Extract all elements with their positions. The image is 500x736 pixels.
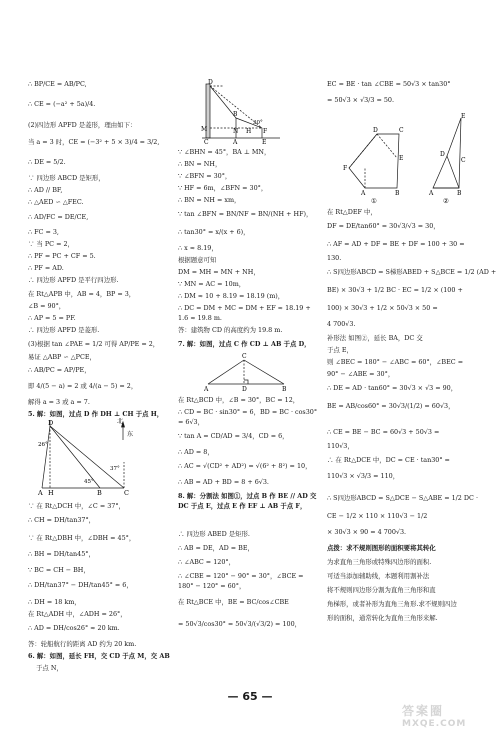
text-line: 130.: [327, 254, 342, 262]
label-C: C: [124, 489, 129, 496]
watermark-text: 答案圈: [402, 704, 445, 718]
problem-7-heading: 7. 解：如图，过点 C 作 CD ⊥ AB 于点 D，: [178, 340, 311, 348]
text-line: 在 Rt△ADH 中，∠ADH = 26°，: [28, 610, 127, 618]
text-line: ∴ AB = AD + BD = 8 + 6√3.: [178, 478, 269, 486]
label-east: 东: [127, 431, 134, 438]
label-H: H: [48, 489, 54, 496]
text-line: ∴ S四边形ABCD = S△DCE − S△ABE = 1/2 DC ·: [327, 494, 478, 502]
text-line: 角梯形，或者补形为直角三角形.求不规则四边: [327, 600, 457, 608]
text-line: 110√3，: [327, 442, 354, 450]
label-C: C: [399, 127, 404, 134]
text-line: ∴ 在 Rt△DCE 中，DC = CE · tan30° =: [327, 456, 450, 464]
text-line: 在 Rt△APB 中，AB = 4，BP = 3，: [28, 290, 136, 298]
text-line: DM = MH = MN + NH，: [178, 268, 260, 276]
figure-8-2: [433, 118, 461, 188]
text-line: ∴ 四边形 ABED 是矩形.: [178, 530, 250, 538]
text-line: 补形法 如图②，延长 BA，DC 交: [327, 334, 423, 342]
text-line: ∵ ∠BFN = 30°，: [178, 172, 232, 180]
text-line: ∴ BH = DH/tan45°，: [28, 550, 95, 558]
label-A: A: [204, 386, 209, 392]
text-line: 110√3 × √3/3 = 110，: [327, 472, 400, 480]
text-line: ∴ AF = AD + DF = BE + DF = 100 + 30 =: [327, 240, 465, 248]
text-line: ∴ CH = DH/tan37°，: [28, 516, 96, 524]
label-D: D: [48, 419, 54, 427]
label-A: A: [233, 139, 238, 144]
text-line: ∴ DM ≈ 10 + 8.19 = 18.19 (m)，: [178, 292, 285, 300]
figure-problem-7: [204, 350, 288, 392]
text-line: ∴ AC = √(CD² + AD²) = √(6² + 8²) = 10，: [178, 462, 312, 470]
text-line: 答：建筑物 CD 的高度约为 19.8 m.: [178, 326, 283, 334]
watermark-logo: [402, 702, 494, 728]
text-line: 根据题意可知: [178, 256, 217, 264]
label-N: N: [233, 128, 239, 135]
text-line: 当 a = 3 时，CE = (−3² + 5 × 3)/4 = 3/2,: [28, 138, 160, 146]
text-line: (3)根据 tan ∠PAE = 1/2 可得 AP/PE = 2，: [28, 340, 160, 348]
label-E: E: [461, 113, 466, 120]
text-line: ∵ ∠BHN = 45°，BA ⊥ MN，: [178, 148, 271, 156]
text-line: ∴ x ≈ 8.19，: [178, 244, 218, 252]
text-line: 解得 a = 3 或 a = 7.: [28, 398, 90, 406]
text-line: ∴ AD = 8，: [178, 448, 214, 456]
label-A: A: [38, 489, 43, 496]
figure-problem-6: [200, 78, 284, 144]
label-D: D: [373, 127, 378, 134]
label-E: E: [399, 155, 404, 162]
text-line: ∴ CE = BE − BC = 60√3 + 50√3 =: [327, 428, 440, 436]
text-line: ∴ DH/tan37° − DH/tan45° = 6，: [28, 581, 133, 589]
text-line: ∴ DH = 18 km，: [28, 598, 81, 606]
text-line: ∵ BC = CH − BH，: [28, 566, 90, 574]
text-line: 形的面积，通常转化为直角三角形来解.: [327, 614, 438, 622]
text-line: ∴ DE = 5/2.: [28, 158, 66, 166]
problem-5-heading: 5. 解：如图，过点 D 作 DH ⊥ CH 于点 H，: [28, 410, 164, 418]
text-line: ∴ DC = DM + MC = DM + EF ≈ 18.19 + 1.6 ≈ 19.8 m.: [178, 304, 311, 322]
label-C: C: [242, 353, 247, 360]
text-line: ∵ tan A = CD/AD = 3/4，CD = 6，: [178, 432, 289, 440]
text-line: ∴ AP = 5 = PF.: [28, 314, 76, 322]
text-line: ∴ 四边形 APFD 是菱形.: [28, 326, 100, 334]
text-line: × 30√3 × 90 = 4 700√3.: [327, 528, 407, 536]
text-line: 于点 N，: [36, 664, 63, 672]
text-line: = 50√3/cos30° = 50√3/(√3/2) = 100，: [178, 620, 302, 628]
text-line: ∵ MN = AC = 10m，: [178, 280, 246, 288]
text-line: ∴ PF = PC + CF = 5.: [28, 252, 96, 260]
text-line: CE − 1/2 × 110 × 110√3 − 1/2: [327, 512, 428, 520]
text-line: ∵ 在 Rt△DCH 中，∠C = 37°，: [28, 502, 125, 510]
text-line: ∴ tan30° = x/(x + 6)，: [178, 228, 250, 236]
text-line: ∴ △AED ∽ △FEC.: [28, 198, 84, 206]
text-line: ∵ tan ∠BFN = BN/NF = BN/(NH + HF)，: [178, 210, 313, 218]
text-line: ∴ AB/PC = AP/PE，: [28, 366, 91, 374]
text-line: ∴ 四边形 APFD 是平行四边形.: [28, 276, 119, 284]
figure-8-2-caption: ②: [443, 197, 449, 204]
text-line: ∴ BN = NH，: [178, 160, 222, 168]
text-line: ∴ AD/FC = DE/CE,: [28, 213, 89, 221]
text-line: = 50√3 × √3/3 = 50.: [327, 96, 395, 104]
text-line: 100) × 30√3 + 1/2 × 50√3 × 50 =: [327, 304, 438, 312]
label-D: D: [440, 151, 445, 158]
label-C: C: [204, 139, 209, 144]
label-B: B: [97, 489, 102, 496]
text-line: DF = DE/tan60° = 30√3/√3 = 30，: [327, 222, 440, 230]
text-line: ∵ HF = 6m，∠BFN = 30°，: [178, 184, 268, 192]
label-F: F: [263, 128, 268, 135]
text-line: 易证 △ABP ∽ △PCE，: [28, 353, 96, 361]
text-line: 在 Rt△DEF 中，: [327, 208, 377, 216]
text-line: ∴ BP/CE = AB/PC,: [28, 80, 87, 88]
text-line: ∴ AD = DH/cos26° ≈ 20 km.: [28, 624, 120, 632]
text-line: 将不规则四边形分割为直角三角形和直: [327, 586, 436, 594]
label-A: A: [361, 190, 366, 197]
text-line: ∵ 当 PC = 2，: [28, 240, 74, 248]
problem-8-heading: 8. 解：分割法 如图①，过点 B 作 BE // AD 交 DC 于点 E，过点 E 作 EF ⊥ AB 于点 F，: [178, 492, 317, 510]
text-line: ∵ 在 Rt△DBH 中，∠DBH = 45°，: [28, 534, 136, 542]
label-angle-26: 26°: [38, 442, 48, 448]
label-B: B: [233, 111, 238, 118]
figure-8-1: [349, 134, 399, 188]
label-H: H: [246, 128, 252, 135]
text-line: ∴ DE = AD · tan60° = 30√3 × √3 = 90，: [327, 384, 458, 392]
watermark-url: MXQE.COM: [402, 719, 467, 729]
text-line: (2)四边形 APFD 是菱形，理由如下：: [28, 121, 137, 129]
text-line: ∴ CE = (−a² + 5a)/4.: [28, 100, 96, 108]
text-line: 90° − ∠ABE = 30°，: [327, 370, 395, 378]
label-B: B: [395, 190, 400, 197]
label-angle-37: 37°: [110, 466, 120, 472]
label-B: B: [282, 386, 287, 392]
problem-6-heading: 6. 解：如图，延长 FH，交 CD 于点 M，交 AB: [28, 652, 170, 660]
text-line: ∴ PF = AD.: [28, 264, 64, 272]
text-line: 在 Rt△BCD 中，∠B = 30°，BC = 12，: [178, 396, 300, 404]
text-line: ∠B = 90°，: [28, 302, 66, 310]
label-E: E: [262, 139, 267, 144]
text-line: ∴ AB = DE，AD = BE，: [178, 544, 254, 552]
label-B: B: [457, 190, 462, 197]
text-line: ∴ BN = NH = xm，: [178, 196, 241, 204]
text-line: 即 4/(5 − a) = 2 或 4/(a − 5) = 2，: [28, 382, 138, 390]
text-line: EC = BE · tan ∠CBE = 50√3 × tan30°: [327, 80, 451, 88]
text-line: ∴ ∠CBE = 120° − 90° = 30°，∠BCE = 180° − 120° = 60°，: [178, 572, 304, 590]
label-angle-45: 45°: [84, 479, 94, 485]
page-number: — 65 —: [227, 690, 273, 703]
text-line: 则 ∠BEC = 180° − ∠ABC = 60°，∠BEC =: [327, 358, 464, 366]
text-line: ∴ AD // BF,: [28, 186, 63, 194]
text-line: 4 700√3.: [327, 320, 356, 328]
text-line: 于点 E，: [327, 346, 353, 354]
text-line: 可适当添加辅助线，本题利用割补法: [327, 572, 430, 580]
label-A: A: [429, 190, 434, 197]
text-line: BE) × 30√3 + 1/2 BC · EC = 1/2 × (100 +: [327, 286, 463, 294]
text-line: ∴ S四边形ABCD = S梯形ABED + S△BCE = 1/2 (AD +: [327, 268, 497, 276]
text-line: 为求直角三角形或特殊四边形的面积.: [327, 558, 432, 566]
label-angle-30: 30°: [253, 120, 263, 126]
label-D: D: [208, 79, 213, 86]
label-F: F: [343, 165, 348, 172]
text-line: ∴ FC = 3,: [28, 228, 59, 236]
text-line: ∴ ∠ABC = 120°，: [178, 558, 235, 566]
label-M: M: [201, 126, 208, 133]
label-C: C: [461, 157, 466, 164]
text-line: BE = AB/cos60° = 30√3/(1/2) = 60√3，: [327, 402, 455, 410]
text-line: ∵ 四边形 ABCD 是矩形，: [28, 174, 105, 182]
figure-8-1-caption: ①: [371, 197, 377, 204]
tip-heading: 点拨：求不规则图形的面积要将其转化: [327, 544, 436, 552]
figure-problem-5: [28, 418, 171, 496]
text-line: 答：轮船航行的距离 AD 约为 20 km.: [28, 640, 137, 648]
figure-problem-8: [337, 112, 477, 204]
label-north: 北: [117, 418, 124, 425]
text-line: ∴ CD = BC · sin30° = 6，BD = BC · cos30° = 6√3，: [178, 408, 318, 426]
text-line: 在 Rt△BCE 中，BE = BC/cos∠CBE: [178, 598, 289, 606]
label-D: D: [242, 386, 247, 392]
